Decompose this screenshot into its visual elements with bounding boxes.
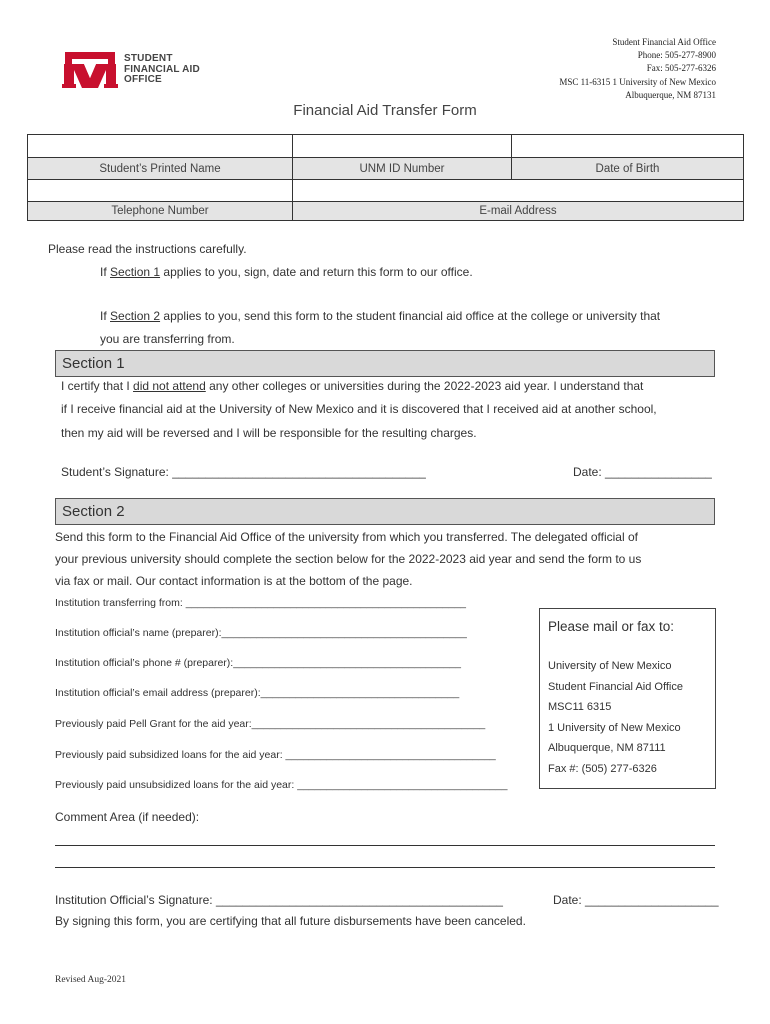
section1-link: Section 1 <box>110 265 161 279</box>
unm-id-field[interactable] <box>293 135 512 158</box>
certify-note: By signing this form, you are certifying that all future disbursements have been canceled. <box>55 914 526 928</box>
comment-area-label: Comment Area (if needed): <box>55 810 200 824</box>
office-address: Student Financial Aid Office Phone: 505-277-8900 Fax: 505-277-6326 MSC 11-6315 1 University of New Mexico Albuquerque, NM 87131 <box>559 37 716 100</box>
mail-line: Student Financial Aid Office <box>548 680 683 693</box>
section2-link: Section 2 <box>110 309 161 323</box>
student-info-table <box>27 134 744 221</box>
mail-line: 1 University of New Mexico <box>548 721 681 734</box>
student-date-field[interactable]: Date: ________________ <box>573 465 712 479</box>
unm-logo-mark <box>62 50 118 90</box>
official-email-field[interactable]: Institution official’s email address (preparer):__________________________________ <box>55 687 460 699</box>
student-name-field[interactable] <box>28 135 293 158</box>
institution-transferring-field[interactable]: Institution transferring from: ________________________________________________ <box>55 597 467 609</box>
official-phone-field[interactable]: Institution official’s phone # (preparer):_______________________________________ <box>55 657 461 669</box>
telephone-field[interactable] <box>28 180 293 202</box>
official-name-field[interactable]: Institution official’s name (preparer):__________________________________________ <box>55 627 467 639</box>
revised-date: Revised Aug-2021 <box>55 975 126 985</box>
section2-line1: Send this form to the Financial Aid Office of the university from which you transferred. The delegated official of <box>55 530 638 544</box>
section1-certify-line2: if I receive financial aid at the University of New Mexico and it is discovered that I received aid at another school, <box>61 402 657 416</box>
unm-id-label: UNM ID Number <box>293 158 512 180</box>
mail-line: Fax #: (505) 277-6326 <box>548 762 657 775</box>
mail-fax-heading: Please mail or fax to: <box>548 619 675 634</box>
section1-certify-line1: I certify that I did not attend any other colleges or universities during the 2022-2023 aid year. I understand that <box>61 379 644 393</box>
section2-line2: your previous university should complete the section below for the 2022-2023 aid year and send the form to us <box>55 552 642 566</box>
student-name-label: Student’s Printed Name <box>28 158 293 180</box>
section1-certify-line3: then my aid will be reversed and I will be responsible for the resulting charges. <box>61 426 477 440</box>
instruction-section1: If Section 1 applies to you, sign, date and return this form to our office. <box>100 265 473 279</box>
comment-line-1[interactable] <box>55 845 715 846</box>
unsubsidized-loans-field[interactable]: Previously paid unsubsidized loans for the aid year: ____________________________________ <box>55 779 508 791</box>
logo-text: STUDENT FINANCIAL AID OFFICE <box>124 53 200 85</box>
student-signature-field[interactable]: Student’s Signature: ______________________________________ <box>61 465 426 479</box>
telephone-label: Telephone Number <box>28 202 293 220</box>
instruction-section2: If Section 2 applies to you, send this form to the student financial aid office at the college or university that <box>100 309 661 323</box>
instructions-intro: Please read the instructions carefully. <box>48 242 247 256</box>
mail-line: University of New Mexico <box>548 660 672 672</box>
unm-logo <box>62 50 202 90</box>
official-date-field[interactable]: Date: ____________________ <box>553 893 719 907</box>
dob-label: Date of Birth <box>512 158 743 180</box>
email-field[interactable] <box>293 180 743 202</box>
dob-field[interactable] <box>512 135 743 158</box>
form-title: Financial Aid Transfer Form <box>293 102 477 119</box>
email-label: E-mail Address <box>293 202 743 220</box>
subsidized-loans-field[interactable]: Previously paid subsidized loans for the aid year: ____________________________________ <box>55 749 496 761</box>
pell-grant-field[interactable]: Previously paid Pell Grant for the aid year:________________________________________ <box>55 718 486 730</box>
mail-fax-box <box>539 608 716 789</box>
mail-line: Albuquerque, NM 87111 <box>548 742 666 754</box>
comment-line-2[interactable] <box>55 867 715 868</box>
section2-heading: Section 2 <box>55 498 715 525</box>
mail-line: MSC11 6315 <box>548 701 612 713</box>
section2-line3: via fax or mail. Our contact information is at the bottom of the page. <box>55 574 413 588</box>
official-signature-field[interactable]: Institution Official’s Signature: ___________________________________________ <box>55 893 503 907</box>
section1-heading: Section 1 <box>55 350 715 377</box>
instruction-section2-cont: you are transferring from. <box>100 332 235 346</box>
